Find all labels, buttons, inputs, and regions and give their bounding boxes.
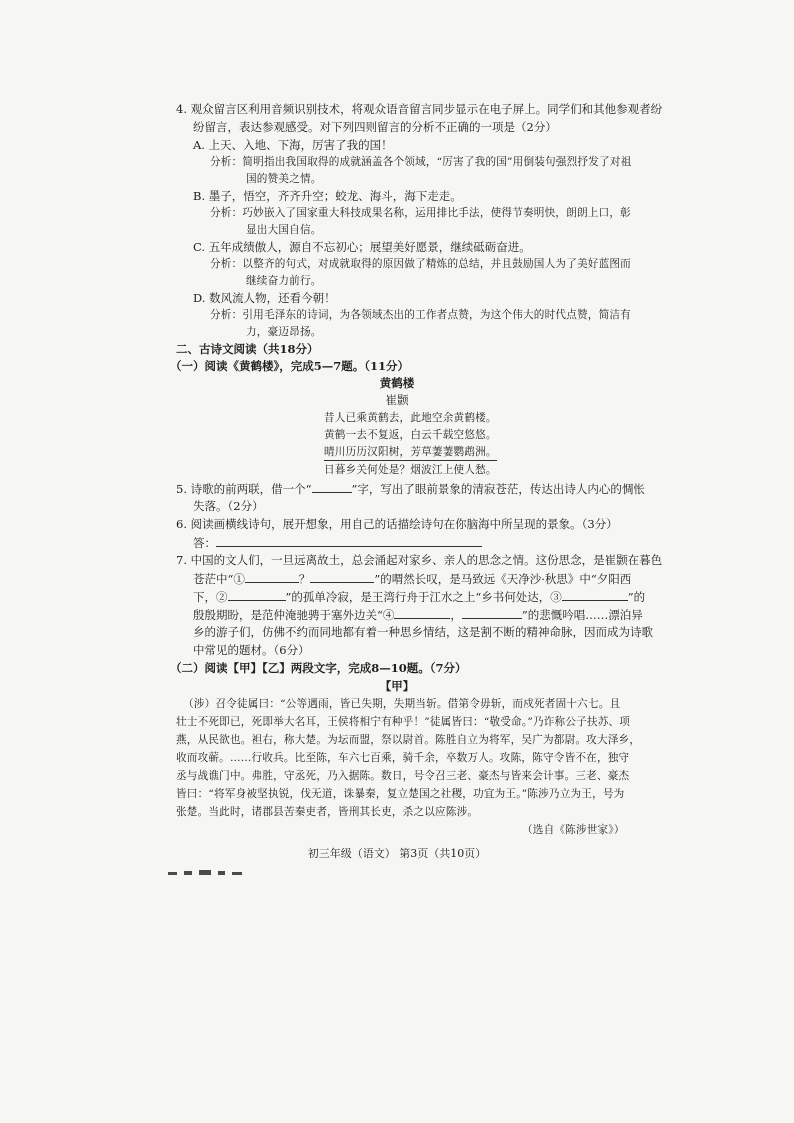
q4-option-b-analysis-2: 显出大国自信。: [246, 224, 322, 236]
poem-line-1: 昔人已乘黄鹤去，此地空余黄鹤楼。: [324, 412, 497, 424]
q7-l2-c: ”的喟然长叹，是马致远《天净沙·秋思》中“夕阳西: [374, 572, 632, 586]
q7-blank-3[interactable]: [562, 588, 628, 601]
q6-answer-blank[interactable]: [216, 534, 482, 547]
jia-line-7: 张楚。当此时，诸郡县苦秦吏者，皆刑其长吏，杀之以应陈涉。: [176, 806, 479, 818]
q7-line-3: [193, 588, 645, 605]
jia-line-5: 丞与战谯门中。弗胜，守丞死，乃入据陈。数日，号令召三老、豪杰与皆来会计事。三老、豪杰: [176, 770, 630, 782]
q7-blank-4a[interactable]: [394, 606, 450, 619]
q4-option-d-analysis-2: 力，豪迈昂扬。: [246, 326, 322, 338]
q4-option-b-analysis-1: 分析：巧妙嵌入了国家重大科技成果名称，运用排比手法，使得节奏明快，朗朗上口，彰: [210, 207, 631, 219]
section-2-part1-title: （一）阅读《黄鹤楼》，完成5—7题。（11分）: [170, 359, 410, 373]
q5-blank[interactable]: [312, 480, 352, 493]
q7-l3-c: ”的: [627, 590, 646, 604]
q6-line-1: 6. 阅读画横线诗句，展开想象，用自己的话描绘诗句在你脑海中所呈现的景象。（3分）: [176, 517, 618, 531]
q5-text-b: ”字，写出了眼前景象的清寂苍茫，传达出诗人内心的惆怅: [351, 482, 645, 496]
scan-smudge: [232, 872, 242, 875]
q5-line-1: [176, 480, 645, 497]
jia-line-2: 壮士不死即已，死即举大名耳，王侯将相宁有种乎！”徒属皆曰：“敬受命。”乃诈称公子扶苏、项: [176, 716, 631, 728]
q4-option-d-analysis-1: 分析：引用毛泽东的诗词，为各领域杰出的工作者点赞，为这个伟大的时代点赞，简洁有: [210, 309, 631, 321]
jia-line-6: 皆曰：“将军身被坚执锐，伐无道，诛暴秦，复立楚国之社稷，功宜为王。”陈涉乃立为王，号为: [176, 788, 625, 800]
q4-stem-line2: 纷留言，表达参观感受。对下列四则留言的分析不正确的一项是（2分）: [193, 120, 557, 134]
q6-answer-row: [193, 534, 482, 551]
q7-l3-b: ”的孤单冷寂，是王湾行舟于江水之上“乡书何处达，③: [285, 590, 562, 604]
q7-l2-a: 苍茫中“①: [193, 572, 245, 586]
q4-option-d: D. 数风流人物，还看今朝！: [193, 291, 336, 305]
q7-blank-1b[interactable]: [310, 570, 374, 583]
page-footer: 初三年级（语文） 第3页（共10页）: [307, 847, 487, 860]
q7-blank-4b[interactable]: [462, 606, 522, 619]
scan-smudge: [168, 872, 177, 875]
q4-option-c-analysis-1: 分析：以整齐的句式，对成就取得的原因做了精炼的总结，并且鼓励国人为了美好蓝图而: [210, 258, 631, 270]
q4-option-a-analysis-1: 分析：简明指出我国取得的成就涵盖各个领域，“厉害了我的国”用倒装句强烈抒发了对祖: [210, 156, 632, 168]
q7-line-4: [193, 606, 643, 623]
q4-option-b: B. 墨子，悟空，齐齐升空；蛟龙、海斗，海下走走。: [193, 189, 462, 203]
poem-line-2: 黄鹤一去不复返，白云千载空悠悠。: [324, 429, 497, 441]
scan-smudge: [218, 871, 225, 875]
q5-text-a: 5. 诗歌的前两联，借一个“: [176, 482, 312, 496]
jia-line-4: 收而攻蕲。……行收兵。比至陈，车六七百乘，骑千余，卒数万人。攻陈，陈守令皆不在，独守: [176, 752, 630, 764]
poem-title: 黄鹤楼: [379, 376, 415, 390]
q7-line-2: [193, 570, 631, 587]
q7-l3-a: 下，②: [193, 590, 228, 604]
q7-blank-1a[interactable]: [245, 570, 299, 583]
q4-option-a-analysis-2: 国的赞美之情。: [246, 173, 322, 185]
q7-line-6: 中常见的题材。（6分）: [193, 643, 310, 657]
q7-l4-b: ，: [450, 608, 462, 622]
passage-jia-label: 【甲】: [379, 679, 415, 693]
jia-line-1: （涉）召令徒属曰：“公等遇雨，皆已失期，失期当斩。借第令毋斩，而戍死者固十六七。且: [183, 698, 621, 710]
q7-l2-b: ？: [298, 572, 311, 586]
q7-line-1: 7. 中国的文人们，一旦远离故土，总会涌起对家乡、亲人的思念之情。这份思念，是崔颢在暮色: [176, 553, 663, 567]
part-2-title: （二）阅读【甲】【乙】两段文字，完成8—10题。（7分）: [170, 661, 467, 675]
scan-smudge: [199, 870, 211, 875]
poem-line-4: 日暮乡关何处是？烟波江上使人愁。: [324, 464, 497, 476]
q4-option-a: A. 上天、入地、下海，厉害了我的国！: [193, 138, 393, 152]
q7-line-5: 乡的游子们，仿佛不约而同地都有着一种思乡情结，这是割不断的精神命脉，因而成为诗歌: [193, 625, 653, 639]
jia-line-3: 燕，从民欲也。袒右，称大楚。为坛而盟，祭以尉首。陈胜自立为将军，吴广为都尉。攻大泽乡，: [176, 734, 641, 746]
scan-smudge: [184, 871, 192, 875]
q5-line-2: 失落。（2分）: [193, 499, 264, 513]
q7-blank-2[interactable]: [228, 588, 286, 601]
poem-line-3-underlined: 晴川历历汉阳树，芳草萋萋鹦鹉洲。: [324, 444, 497, 461]
q7-l4-a: 殷殷期盼，是范仲淹驰骋于塞外边关“④: [193, 608, 395, 622]
q7-l4-c: ”的悲慨吟唱……漂泊异: [521, 608, 643, 622]
q4-stem-line1: 4. 观众留言区利用音频识别技术，将观众语音留言同步显示在电子屏上。同学们和其他参观者纷: [176, 102, 663, 116]
q6-answer-label: 答：: [193, 536, 216, 550]
jia-source: （选自《陈涉世家》）: [522, 824, 625, 836]
q4-option-c: C. 五年成绩傲人，源自不忘初心；展望美好愿景，继续砥砺奋进。: [193, 240, 531, 254]
poem-author: 崔颢: [385, 393, 409, 407]
section-2-title: 二、古诗文阅读（共18分）: [176, 342, 319, 356]
q4-option-c-analysis-2: 继续奋力前行。: [246, 275, 322, 287]
